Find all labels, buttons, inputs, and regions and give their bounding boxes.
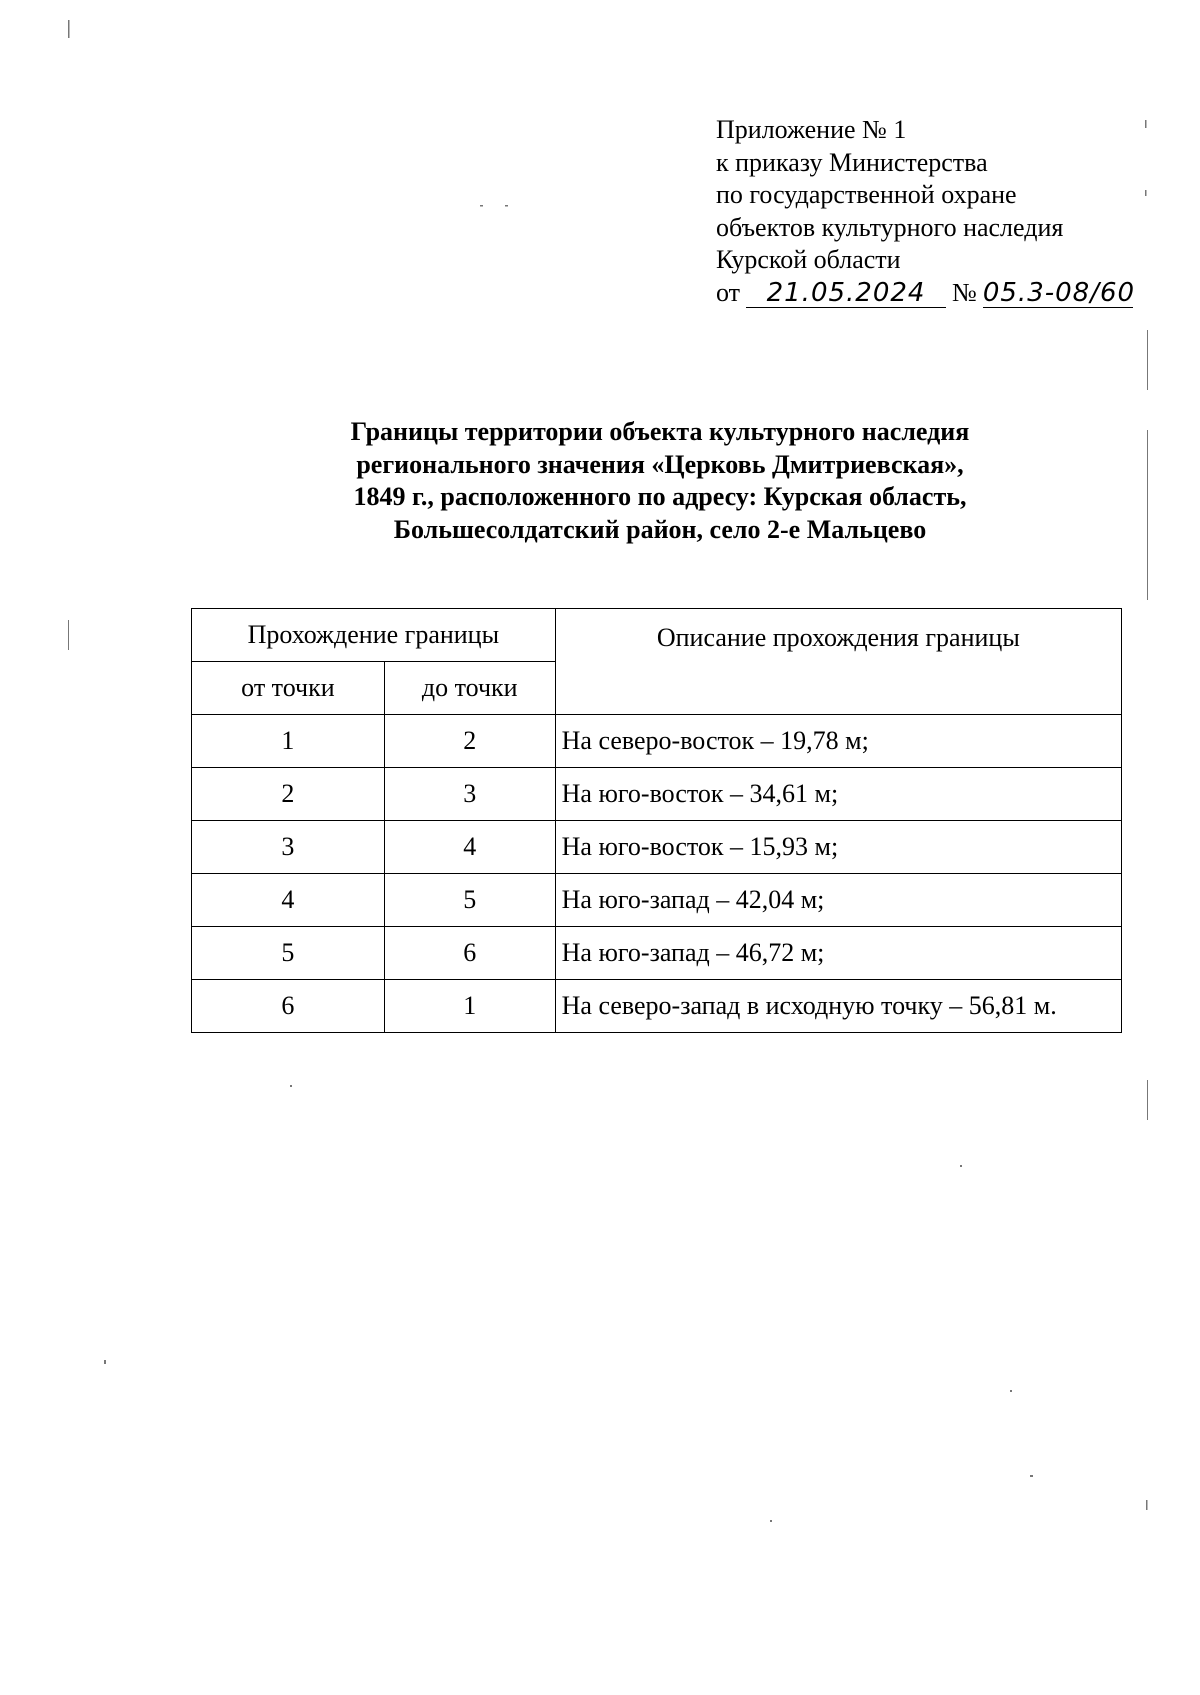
- from-point-cell: 2: [192, 768, 385, 821]
- handwritten-order-number: 05.3-08/60: [982, 277, 1136, 308]
- order-date-number-line: [716, 277, 1156, 310]
- description-cell: На северо-запад в исходную точку – 56,81 м.: [555, 980, 1121, 1033]
- date-prefix: от: [716, 277, 741, 307]
- table-row: [192, 980, 1122, 1033]
- table-row: [192, 927, 1122, 980]
- appendix-block: [716, 114, 1156, 310]
- table-row: [192, 768, 1122, 821]
- header-from-point: от точки: [192, 662, 385, 715]
- number-prefix: №: [952, 277, 977, 307]
- title-line-1: Границы территории объекта культурного наследия: [350, 417, 970, 446]
- header-boundary-passage: Прохождение границы: [192, 609, 556, 662]
- from-point-cell: 3: [192, 821, 385, 874]
- handwritten-order-date: 21.05.2024: [746, 277, 946, 310]
- description-cell: На юго-восток – 34,61 м;: [555, 768, 1121, 821]
- appendix-line-3: по государственной охране: [716, 180, 1017, 210]
- table-row: [192, 874, 1122, 927]
- description-cell: На юго-восток – 15,93 м;: [555, 821, 1121, 874]
- title-line-3: 1849 г., расположенного по адресу: Курская область,: [353, 482, 967, 512]
- appendix-line-2: к приказу Министерства: [716, 147, 988, 177]
- title-line-2: регионального значения «Церковь Дмитриевская»,: [356, 449, 964, 479]
- table-row: [192, 821, 1122, 874]
- description-cell: На юго-запад – 42,04 м;: [555, 874, 1121, 927]
- title-line-4: Большесолдатский район, село 2-е Мальцево: [393, 515, 927, 545]
- to-point-cell: 3: [384, 768, 555, 821]
- document-title: [200, 416, 1120, 547]
- boundary-table: [191, 608, 1122, 1033]
- to-point-cell: 1: [384, 980, 555, 1033]
- to-point-cell: 4: [384, 821, 555, 874]
- appendix-line-5: Курской области: [716, 245, 901, 275]
- description-cell: На юго-запад – 46,72 м;: [555, 927, 1121, 980]
- to-point-cell: 6: [384, 927, 555, 980]
- header-boundary-description: Описание прохождения границы: [555, 609, 1121, 715]
- to-point-cell: 2: [384, 715, 555, 768]
- from-point-cell: 1: [192, 715, 385, 768]
- appendix-line-1: Приложение № 1: [716, 115, 907, 144]
- from-point-cell: 4: [192, 874, 385, 927]
- header-to-point: до точки: [384, 662, 555, 715]
- table-row: [192, 715, 1122, 768]
- to-point-cell: 5: [384, 874, 555, 927]
- from-point-cell: 6: [192, 980, 385, 1033]
- from-point-cell: 5: [192, 927, 385, 980]
- description-cell: На северо-восток – 19,78 м;: [555, 715, 1121, 768]
- appendix-line-4: объектов культурного наследия: [716, 212, 1064, 242]
